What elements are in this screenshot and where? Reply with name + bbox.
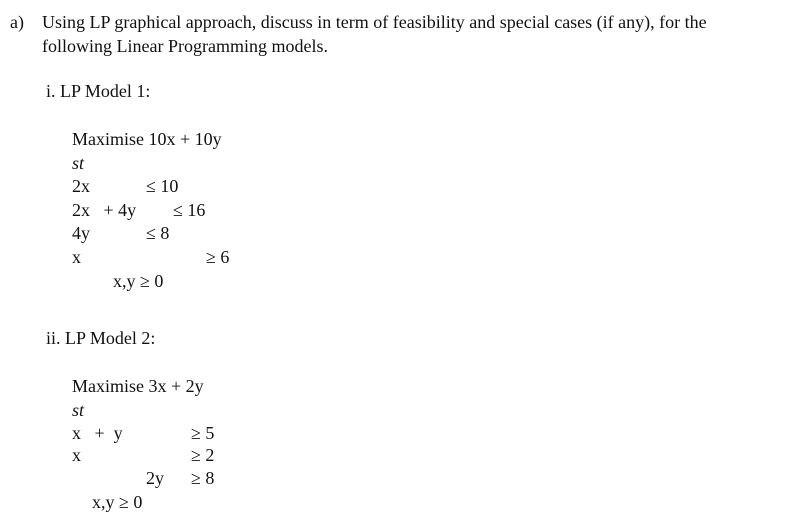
model1-heading: i. LP Model 1: [46, 81, 151, 101]
model1-constraint2-lhs: 2x + 4y [72, 200, 137, 220]
model2-constraint2-rel: ≥ 2 [191, 445, 215, 465]
model1-st: st [72, 153, 85, 173]
model2-nonnegativity: x,y ≥ 0 [92, 492, 143, 512]
model1-constraint1-rel: ≤ 10 [146, 176, 179, 196]
question-text-line1: Using LP graphical approach, discuss in term of feasibility and special cases (if any), for the [42, 12, 707, 32]
model2-heading: ii. LP Model 2: [46, 328, 156, 348]
model2-objective: Maximise 3x + 2y [72, 376, 204, 396]
model2-constraint3-lhs: 2y [146, 468, 164, 488]
model2-constraint3-rel: ≥ 8 [191, 468, 215, 488]
model1-constraint4-lhs: x [72, 247, 81, 267]
question-text-line2: following Linear Programming models. [42, 36, 328, 56]
model1-constraint3-lhs: 4y [72, 223, 90, 243]
model1-nonnegativity: x,y ≥ 0 [113, 271, 164, 291]
model1-constraint1-lhs: 2x [72, 176, 90, 196]
model1-objective: Maximise 10x + 10y [72, 129, 222, 149]
model2-constraint1-lhs: x + y [72, 423, 123, 443]
model1-constraint4-rel: ≥ 6 [206, 247, 230, 267]
model1-constraint3-rel: ≤ 8 [146, 223, 170, 243]
model1-constraint2-rel: ≤ 16 [173, 200, 206, 220]
model2-st: st [72, 400, 85, 420]
question-marker: a) [10, 12, 24, 32]
model2-constraint2-lhs: x [72, 445, 81, 465]
model2-constraint1-rel: ≥ 5 [191, 423, 215, 443]
